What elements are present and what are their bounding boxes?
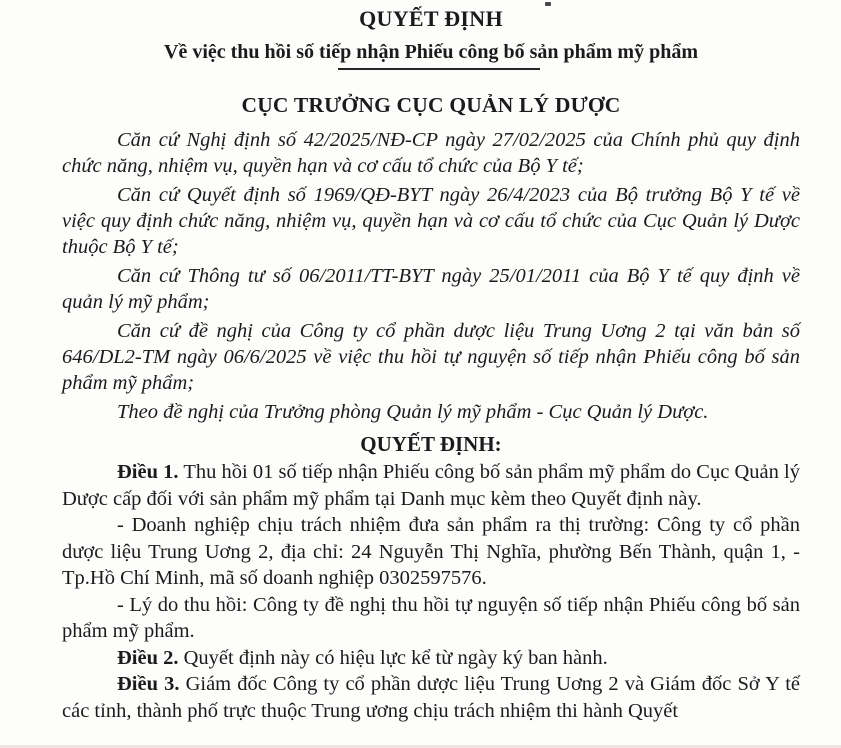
article-label: Điều 2.	[117, 646, 179, 669]
article-paragraph	[62, 645, 800, 672]
document-subtitle: Về việc thu hồi số tiếp nhận Phiếu công bố sản phẩm mỹ phẩm	[164, 41, 698, 63]
article-paragraph	[62, 671, 800, 724]
recital-paragraph: Căn cứ đề nghị của Công ty cổ phần dược liệu Trung Uơng 2 tại văn bản số 646/DL2-TM ngày 06/6/2025 về việc thu hồi tự nguyện số tiếp nhận Phiếu công bố sản phẩm mỹ phẩm;	[62, 320, 800, 394]
issuer-heading: CỤC TRƯỞNG CỤC QUẢN LÝ DƯỢC	[241, 93, 621, 117]
bullet-text: - Doanh nghiệp chịu trách nhiệm đưa sản phẩm ra thị trường: Công ty cổ phần dược liệu Trung Uơng 2, địa chỉ: 24 Nguyễn Thị Nghĩa, phường Bến Thành, quận 1, - Tp.Hồ Chí Minh, mã số doanh nghiệp 0302597576.	[62, 514, 800, 589]
recital-paragraph: Căn cứ Nghị định số 42/2025/NĐ-CP ngày 27/02/2025 của Chính phủ quy định chức năng, nhiệm vụ, quyền hạn và cơ cấu tổ chức của Bộ Y tế;	[62, 129, 800, 177]
decision-heading: QUYẾT ĐỊNH:	[360, 432, 502, 456]
article-text: Quyết định này có hiệu lực kể từ ngày ký ban hành.	[183, 646, 608, 669]
recital-paragraph: Căn cứ Quyết định số 1969/QĐ-BYT ngày 26/4/2023 của Bộ trưởng Bộ Y tế về việc quy định chức năng, nhiệm vụ, quyền hạn và cơ cấu tổ chức của Cục Quản lý Dược thuộc Bộ Y tế;	[62, 184, 800, 258]
bullet-paragraph	[62, 592, 800, 645]
article-text: Thu hồi 01 số tiếp nhận Phiếu công bố sản phẩm mỹ phẩm do Cục Quản lý Dược cấp đối với sản phẩm mỹ phẩm tại Danh mục kèm theo Quyết định này.	[62, 461, 801, 510]
recital-paragraph: Theo đề nghị của Trưởng phòng Quản lý mỹ phẩm - Cục Quản lý Dược.	[117, 401, 709, 423]
subtitle-underline-rule	[338, 68, 540, 70]
recitals-section	[62, 127, 800, 425]
bullet-paragraph	[62, 512, 800, 592]
recital-paragraph: Căn cứ Thông tư số 06/2011/TT-BYT ngày 25/01/2011 của Bộ Y tế quy định về quản lý mỹ phẩm;	[62, 265, 800, 313]
article-paragraph	[62, 459, 800, 512]
scan-artifact-speck	[545, 2, 551, 6]
decision-body-section	[62, 459, 800, 724]
article-text: Giám đốc Công ty cổ phần dược liệu Trung Uơng 2 và Giám đốc Sở Y tế các tỉnh, thành phố trực thuộc Trung ương chịu trách nhiệm thi hành Quyết	[62, 673, 800, 722]
bullet-text: - Lý do thu hồi: Công ty đề nghị thu hồi tự nguyện số tiếp nhận Phiếu công bố sản phẩm mỹ phẩm.	[62, 593, 800, 642]
article-label: Điều 1.	[117, 461, 179, 483]
document-title: QUYẾT ĐỊNH	[359, 6, 503, 31]
article-label: Điều 3.	[117, 673, 180, 695]
